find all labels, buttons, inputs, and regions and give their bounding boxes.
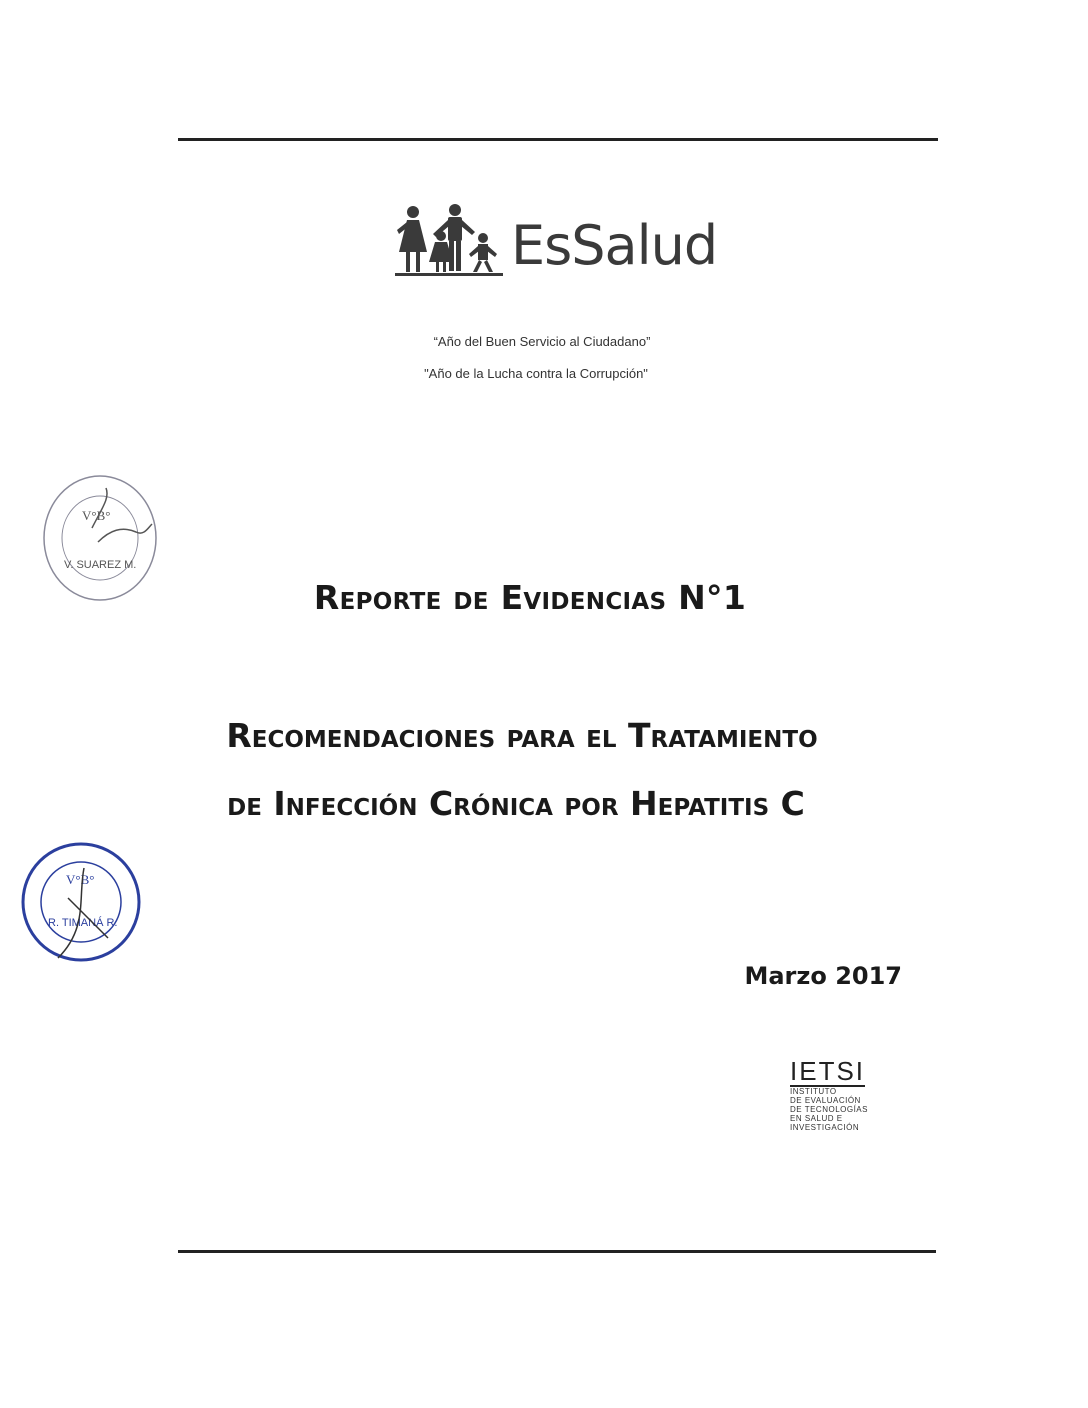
ietsi-line: INSTITUTO [790, 1087, 837, 1096]
motto-line-2: "Año de la Lucha contra la Corrupción" [424, 366, 648, 381]
ietsi-line: EN SALUD E [790, 1114, 843, 1123]
ietsi-line: DE EVALUACIÓN [790, 1096, 861, 1105]
stamp-2-name: R. TIMANÁ R. [48, 917, 118, 929]
bottom-rule [178, 1250, 936, 1253]
top-rule [178, 138, 938, 141]
report-date: Marzo 2017 [744, 962, 902, 990]
report-title: Reporte de Evidencias N°1 [313, 578, 747, 617]
approval-stamp-2 [18, 838, 144, 966]
stamp-1-visto-bueno: V°B° [82, 508, 111, 523]
family-figures-icon [393, 200, 508, 280]
stamp-2-visto-bueno: V°B° [66, 872, 95, 887]
ietsi-logo [790, 1058, 920, 1132]
report-subtitle-line-2: de Infección Crónica por Hepatitis C [227, 784, 805, 823]
ietsi-line: INVESTIGACIÓN [790, 1123, 860, 1132]
motto-line-1: “Año del Buen Servicio al Ciudadano” [433, 334, 651, 349]
brand-name: EsSalud [511, 214, 718, 277]
ietsi-line: DE TECNOLOGÍAS [790, 1105, 868, 1114]
stamp-1-name: V. SUAREZ M. [64, 559, 137, 571]
essalud-logo [393, 200, 723, 280]
ietsi-acronym: IETSI [790, 1056, 866, 1086]
report-subtitle-line-1: Recomendaciones para el Tratamiento [226, 716, 818, 755]
